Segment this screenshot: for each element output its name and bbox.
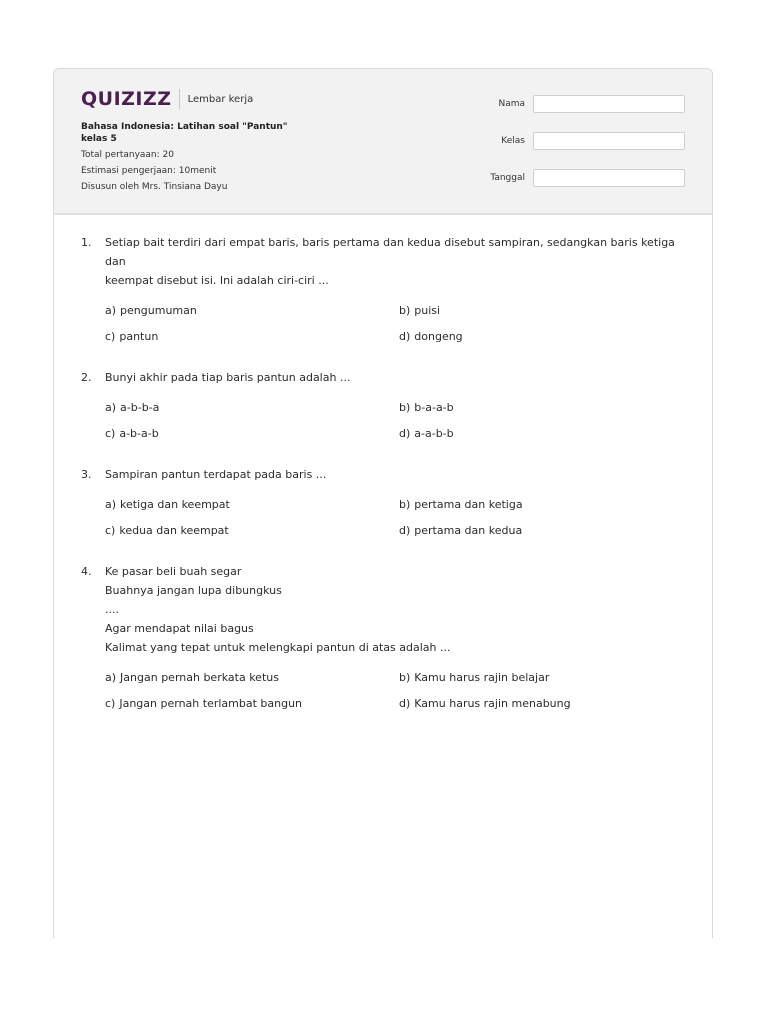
question-text-line: Bunyi akhir pada tiap baris pantun adalah ...: [105, 371, 351, 384]
time-estimate: Estimasi pengerjaan: 10menit: [81, 166, 217, 176]
option-text: pertama dan kedua: [414, 524, 523, 537]
question-text-line: Setiap bait terdiri dari empat baris, baris pertama dan kedua disebut sampiran, sedangkan baris ketiga dan: [105, 236, 675, 268]
question-text-line: Ke pasar beli buah segar: [105, 565, 242, 578]
worksheet-grade: kelas 5: [81, 134, 117, 144]
name-field[interactable]: [533, 95, 685, 113]
option-letter: b): [399, 401, 411, 414]
question-2: [81, 368, 691, 443]
option-d[interactable]: [399, 521, 693, 540]
option-d[interactable]: [399, 424, 693, 443]
answer-options: [105, 668, 691, 713]
worksheet-meta: [81, 121, 311, 193]
logo-divider: [179, 89, 180, 109]
option-letter: c): [105, 524, 116, 537]
option-text: a-b-a-b: [119, 427, 159, 440]
name-field-row: [490, 94, 685, 114]
option-letter: b): [399, 304, 411, 317]
answer-options: [105, 301, 691, 346]
option-letter: c): [105, 697, 116, 710]
option-a[interactable]: [105, 398, 399, 417]
class-field[interactable]: [533, 132, 685, 150]
student-info-fields: [490, 94, 685, 205]
option-text: puisi: [414, 304, 441, 317]
option-letter: d): [399, 524, 411, 537]
question-list: [81, 233, 691, 735]
worksheet-header: [54, 69, 712, 215]
question-1: [81, 233, 691, 346]
option-d[interactable]: [399, 694, 693, 713]
question-text: [105, 368, 691, 387]
option-letter: a): [105, 401, 117, 414]
option-text: a-b-b-a: [120, 401, 160, 414]
option-text: Kamu harus rajin menabung: [414, 697, 571, 710]
option-letter: c): [105, 427, 116, 440]
class-field-label: Kelas: [501, 136, 525, 146]
question-text: [105, 233, 691, 290]
option-b[interactable]: [399, 398, 693, 417]
option-letter: a): [105, 304, 117, 317]
option-letter: b): [399, 671, 411, 684]
option-letter: a): [105, 671, 117, 684]
question-text-line: keempat disebut isi. Ini adalah ciri-ciri ...: [105, 274, 329, 287]
option-b[interactable]: [399, 301, 693, 320]
option-d[interactable]: [399, 327, 693, 346]
option-text: kedua dan keempat: [119, 524, 229, 537]
question-text-line: Buahnya jangan lupa dibungkus: [105, 584, 282, 597]
option-letter: d): [399, 330, 411, 343]
question-number: 3.: [81, 468, 92, 481]
option-c[interactable]: [105, 521, 399, 540]
option-text: pengumuman: [120, 304, 197, 317]
option-text: Kamu harus rajin belajar: [414, 671, 550, 684]
option-c[interactable]: [105, 694, 399, 713]
option-letter: c): [105, 330, 116, 343]
worksheet-title: Bahasa Indonesia: Latihan soal "Pantun": [81, 122, 288, 132]
option-a[interactable]: [105, 495, 399, 514]
option-text: ketiga dan keempat: [120, 498, 230, 511]
question-text-line: Agar mendapat nilai bagus: [105, 622, 254, 635]
option-a[interactable]: [105, 668, 399, 687]
date-field[interactable]: [533, 169, 685, 187]
option-text: b-a-a-b: [414, 401, 454, 414]
option-text: dongeng: [414, 330, 463, 343]
question-text-line: Sampiran pantun terdapat pada baris ...: [105, 468, 327, 481]
option-a[interactable]: [105, 301, 399, 320]
date-field-label: Tanggal: [490, 173, 525, 183]
option-c[interactable]: [105, 424, 399, 443]
total-questions: Total pertanyaan: 20: [81, 150, 174, 160]
question-text: [105, 465, 691, 484]
option-b[interactable]: [399, 495, 693, 514]
worksheet-label: Lembar kerja: [187, 93, 254, 105]
option-letter: d): [399, 697, 411, 710]
author: Disusun oleh Mrs. Tinsiana Dayu: [81, 182, 228, 192]
option-b[interactable]: [399, 668, 693, 687]
worksheet-page: [53, 68, 713, 938]
option-text: pantun: [119, 330, 159, 343]
option-text: pertama dan ketiga: [414, 498, 523, 511]
question-3: [81, 465, 691, 540]
logo-row: [81, 87, 253, 111]
option-c[interactable]: [105, 327, 399, 346]
question-text-line: ....: [105, 603, 119, 616]
class-field-row: [490, 131, 685, 151]
question-number: 2.: [81, 371, 92, 384]
quizizz-logo: QUIZIZZ: [81, 88, 172, 110]
option-text: Jangan pernah berkata ketus: [120, 671, 279, 684]
question-number: 1.: [81, 236, 92, 249]
question-text-line: Kalimat yang tepat untuk melengkapi pantun di atas adalah ...: [105, 641, 451, 654]
option-letter: d): [399, 427, 411, 440]
question-text: [105, 562, 691, 657]
option-text: Jangan pernah terlambat bangun: [119, 697, 303, 710]
answer-options: [105, 495, 691, 540]
option-letter: a): [105, 498, 117, 511]
question-4: [81, 562, 691, 713]
question-number: 4.: [81, 565, 92, 578]
option-text: a-a-b-b: [414, 427, 454, 440]
option-letter: b): [399, 498, 411, 511]
date-field-row: [490, 168, 685, 188]
answer-options: [105, 398, 691, 443]
name-field-label: Nama: [498, 99, 525, 109]
